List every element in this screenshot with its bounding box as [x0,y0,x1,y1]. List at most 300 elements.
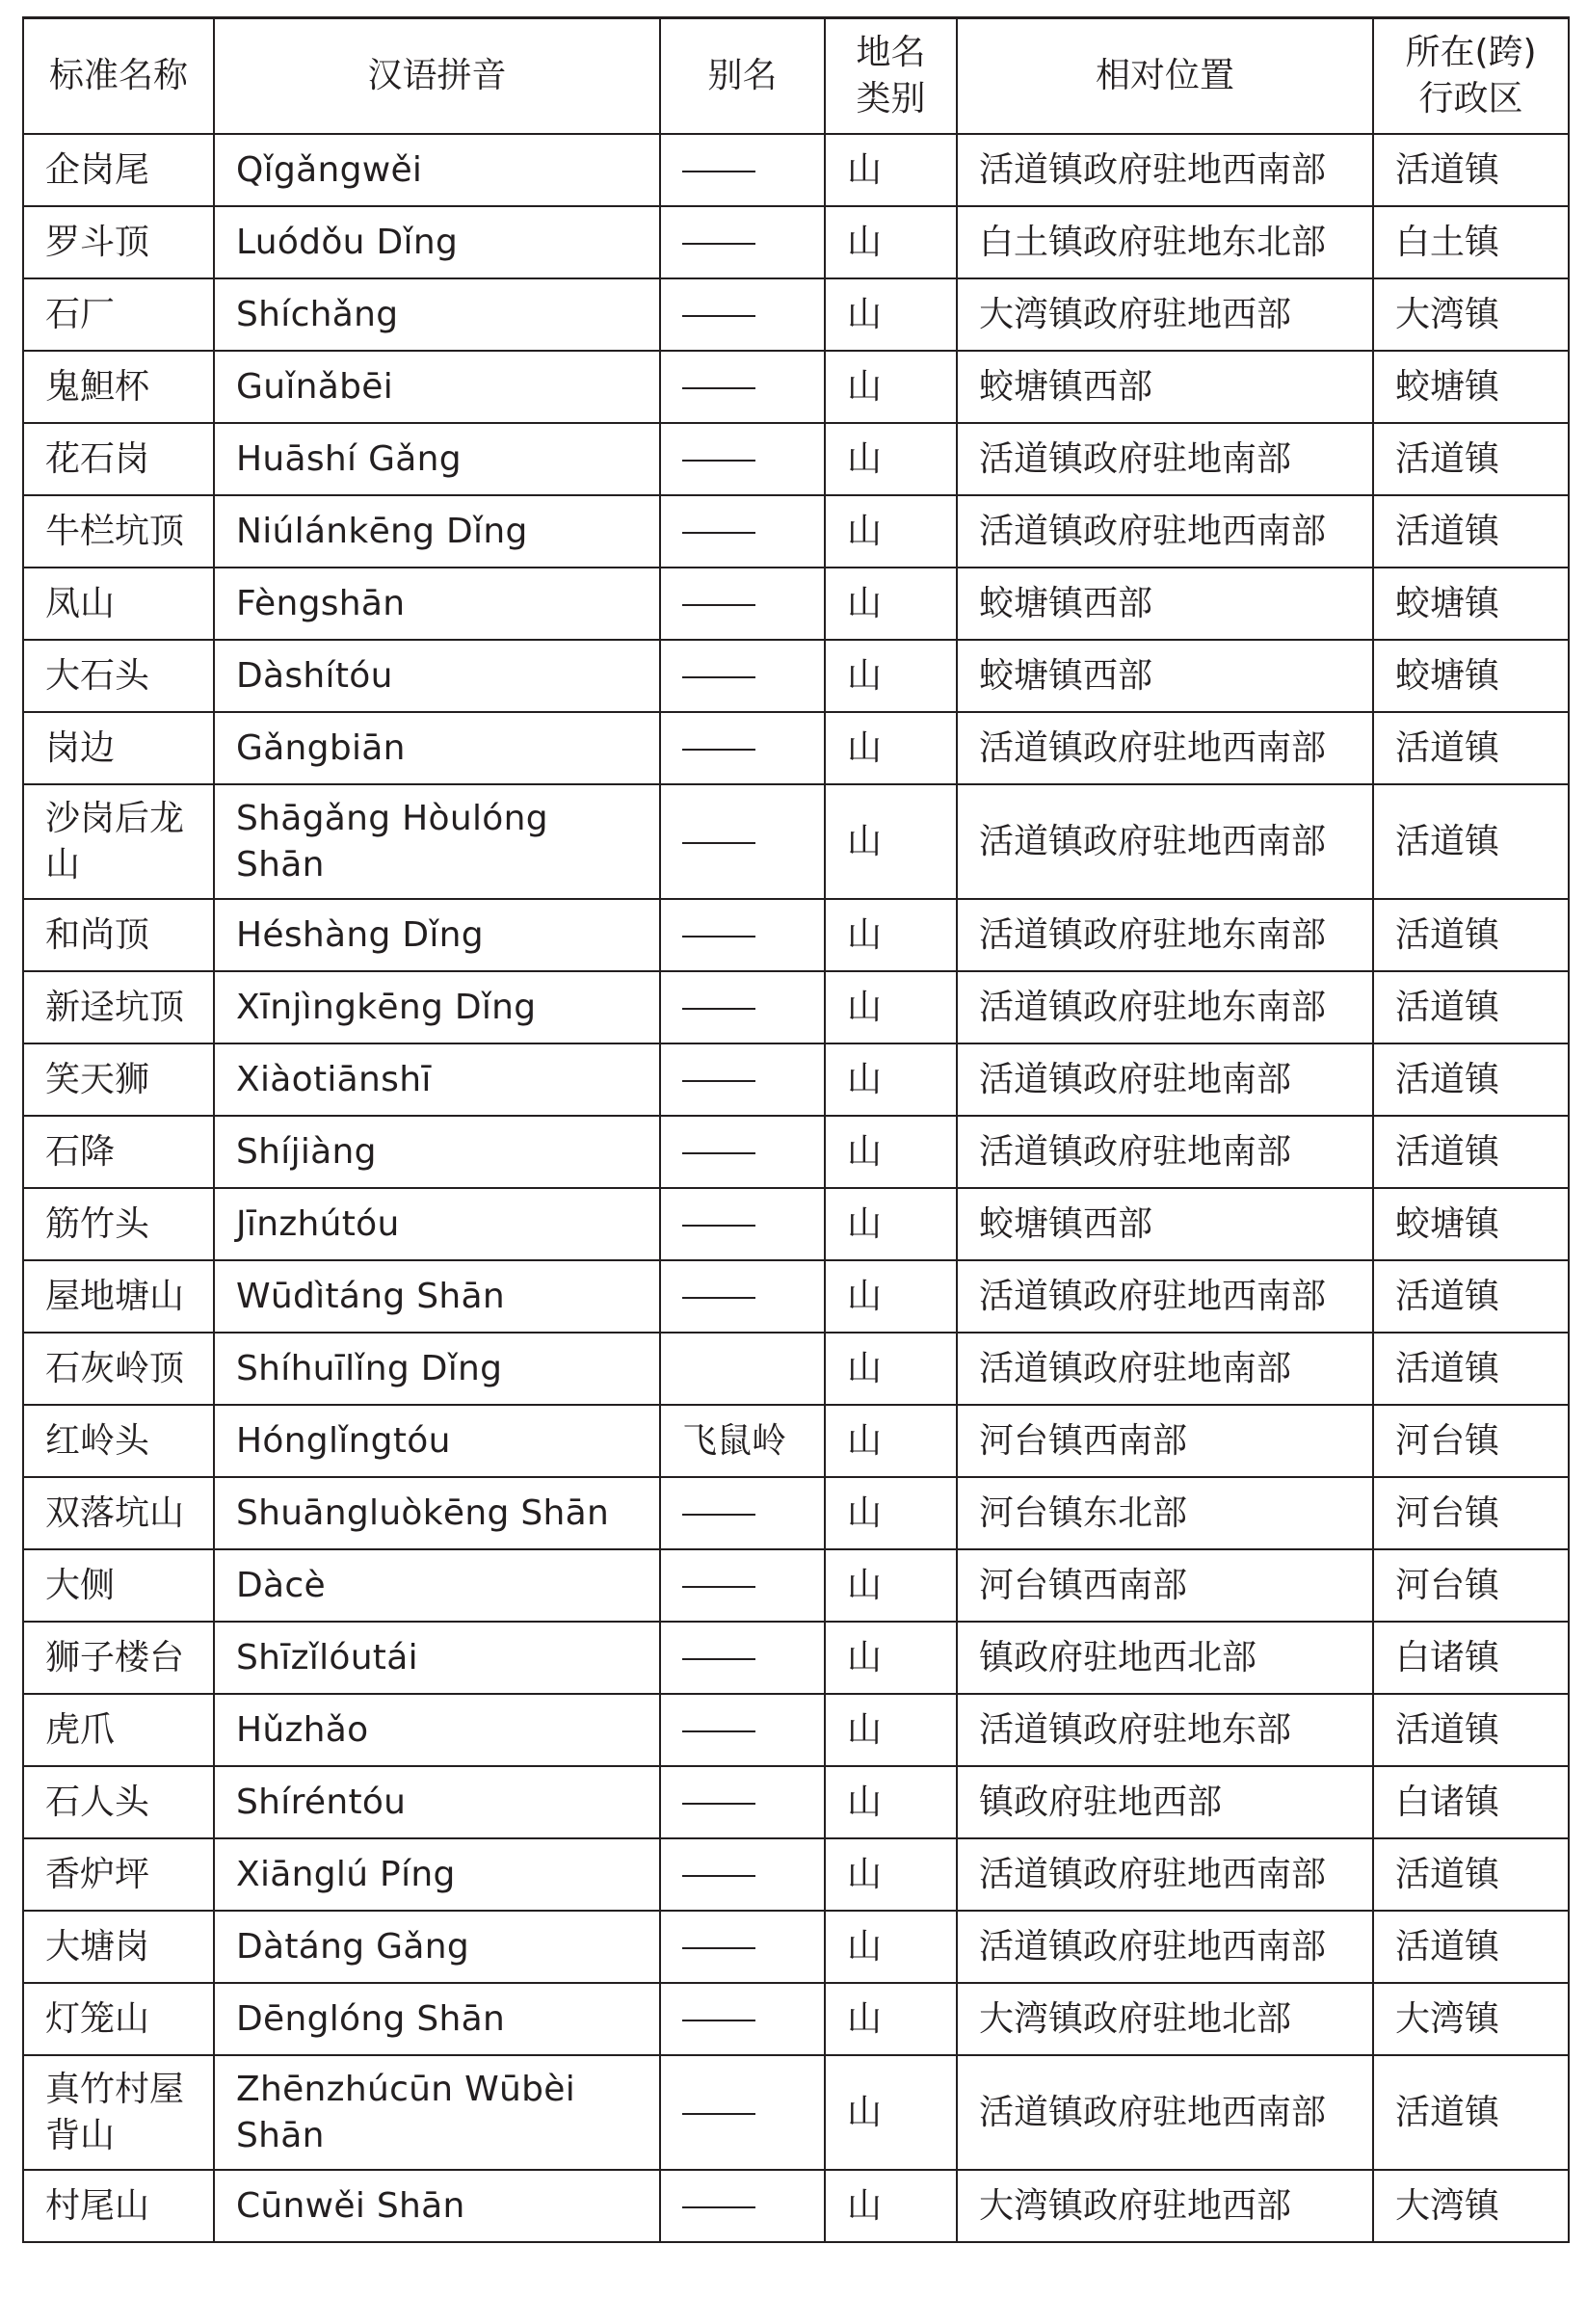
table-row [23,1911,1569,1983]
cell-pinyin [214,206,660,278]
cell-place-type-text: 山 [847,1492,883,1533]
cell-standard-name-text: 石降 [45,1131,116,1172]
cell-relative-location-text: 活道镇政府驻地西南部 [979,727,1327,768]
cell-standard-name [23,1549,214,1622]
cell-pinyin-text: Shuāngluòkēng Shān [236,1492,610,1533]
cell-pinyin-text: Dàtáng Gǎng [236,1926,469,1967]
cell-relative-location-text: 活道镇政府驻地西南部 [979,1276,1327,1316]
cell-relative-location-text: 河台镇东北部 [979,1492,1188,1533]
alias-none-dash [682,1730,755,1732]
cell-standard-name [23,568,214,640]
cell-district-text: 蛟塘镇 [1395,583,1500,623]
cell-relative-location-text: 活道镇政府驻地西南部 [979,821,1327,861]
cell-district-text: 活道镇 [1395,727,1500,768]
header-district-line1: 所在(跨) [1405,33,1537,72]
cell-district-text: 河台镇 [1395,1420,1500,1461]
cell-pinyin-text: Hónglǐngtóu [236,1420,451,1461]
cell-relative-location-text: 活道镇政府驻地西南部 [979,149,1327,190]
cell-standard-name [23,1477,214,1549]
cell-pinyin [214,568,660,640]
cell-pinyin-text: Xīnjìngkēng Dǐng [236,987,537,1027]
header-place-type-line1: 地名 [856,33,926,72]
cell-alias [660,1983,825,2055]
cell-place-type-text: 山 [847,914,883,955]
cell-district [1373,1838,1569,1911]
alias-none-dash [682,1152,755,1154]
cell-district-text: 活道镇 [1395,511,1500,551]
cell-standard-name-text: 筋竹头 [45,1203,150,1244]
cell-alias [660,1694,825,1766]
cell-pinyin [214,2170,660,2242]
cell-pinyin [214,1766,660,1838]
cell-standard-name [23,2055,214,2170]
cell-relative-location [957,1405,1373,1477]
cell-alias [660,971,825,1043]
alias-none-dash [682,460,755,462]
cell-alias [660,1477,825,1549]
cell-place-type-text: 山 [847,366,883,407]
cell-district [1373,1333,1569,1405]
cell-district-text: 活道镇 [1395,1276,1500,1316]
cell-place-type-text: 山 [847,294,883,334]
cell-standard-name-text: 鬼䱇杯 [45,366,150,407]
cell-pinyin [214,423,660,495]
cell-place-type [825,1333,957,1405]
cell-alias [660,1838,825,1911]
cell-relative-location [957,1694,1373,1766]
table-row [23,1188,1569,1260]
cell-standard-name [23,712,214,784]
table-row [23,1838,1569,1911]
cell-pinyin-text: Héshàng Dǐng [236,914,484,955]
cell-pinyin [214,1116,660,1188]
cell-pinyin [214,1043,660,1116]
cell-relative-location [957,351,1373,423]
cell-place-type-text: 山 [847,727,883,768]
table-row [23,1333,1569,1405]
cell-district-text: 活道镇 [1395,149,1500,190]
cell-relative-location-text: 镇政府驻地西北部 [979,1637,1257,1677]
cell-relative-location [957,278,1373,351]
cell-district-text: 大湾镇 [1395,1998,1500,2039]
cell-alias [660,423,825,495]
table-row [23,351,1569,423]
cell-standard-name-text: 企岗尾 [45,149,150,190]
cell-pinyin [214,2055,660,2170]
cell-relative-location-text: 活道镇政府驻地西南部 [979,511,1327,551]
cell-place-type [825,278,957,351]
cell-alias [660,134,825,206]
cell-district [1373,2170,1569,2242]
cell-place-type [825,495,957,568]
alias-none-dash [682,1803,755,1805]
cell-place-type-text: 山 [847,1782,883,1822]
cell-relative-location [957,1622,1373,1694]
cell-place-type [825,206,957,278]
cell-district [1373,1549,1569,1622]
cell-district [1373,1405,1569,1477]
cell-relative-location [957,134,1373,206]
cell-standard-name-text: 灯笼山 [45,1998,150,2039]
cell-place-type [825,1694,957,1766]
cell-district [1373,278,1569,351]
cell-pinyin-text: Fèngshān [236,583,406,623]
cell-district-text: 活道镇 [1395,1926,1500,1967]
cell-place-type [825,1983,957,2055]
alias-none-dash [682,315,755,317]
cell-standard-name-text: 真竹村屋背山 [45,2069,185,2155]
cell-place-type-text: 山 [847,1059,883,1099]
cell-district-text: 蛟塘镇 [1395,1203,1500,1244]
alias-none-dash [682,532,755,534]
cell-pinyin [214,134,660,206]
cell-alias [660,1260,825,1333]
cell-pinyin-text: Shíhuīlǐng Dǐng [236,1348,503,1388]
cell-district-text: 白土镇 [1395,222,1500,262]
cell-place-type [825,423,957,495]
cell-district [1373,1911,1569,1983]
table-row [23,640,1569,712]
header-place-type [825,18,957,135]
cell-relative-location-text: 蛟塘镇西部 [979,1203,1153,1244]
header-alias: 别名 [660,18,825,135]
cell-district [1373,971,1569,1043]
cell-alias [660,1549,825,1622]
cell-relative-location-text: 蛟塘镇西部 [979,655,1153,696]
cell-relative-location [957,1333,1373,1405]
cell-standard-name-text: 石人头 [45,1782,150,1822]
cell-place-type-text: 山 [847,149,883,190]
cell-pinyin [214,1983,660,2055]
cell-pinyin [214,1838,660,1911]
cell-standard-name [23,971,214,1043]
cell-district [1373,1983,1569,2055]
table-row [23,423,1569,495]
cell-alias [660,899,825,971]
cell-standard-name [23,1622,214,1694]
cell-relative-location [957,2170,1373,2242]
cell-standard-name-text: 岗边 [45,727,116,768]
cell-standard-name-text: 屋地塘山 [45,1276,185,1316]
header-district-line2: 行政区 [1418,79,1523,119]
cell-standard-name [23,1043,214,1116]
cell-standard-name-text: 罗斗顶 [45,222,150,262]
alias-none-dash [682,749,755,751]
cell-district-text: 活道镇 [1395,2092,1500,2132]
cell-place-type-text: 山 [847,2092,883,2132]
cell-standard-name [23,134,214,206]
cell-district-text: 白诸镇 [1395,1637,1500,1677]
header-place-type-line2: 类别 [856,79,926,119]
cell-place-type [825,971,957,1043]
cell-place-type [825,640,957,712]
cell-relative-location [957,423,1373,495]
cell-district-text: 活道镇 [1395,914,1500,955]
cell-pinyin-text: Wūdìtáng Shān [236,1276,505,1316]
cell-relative-location [957,1260,1373,1333]
cell-relative-location [957,1188,1373,1260]
cell-standard-name-text: 村尾山 [45,2185,150,2226]
cell-standard-name [23,1838,214,1911]
table-row [23,1477,1569,1549]
cell-standard-name [23,1694,214,1766]
cell-relative-location-text: 活道镇政府驻地西南部 [979,1926,1327,1967]
cell-district [1373,1766,1569,1838]
cell-alias [660,568,825,640]
cell-standard-name [23,1983,214,2055]
cell-place-type [825,1477,957,1549]
header-pinyin: 汉语拼音 [214,18,660,135]
cell-district-text: 白诸镇 [1395,1782,1500,1822]
cell-alias [660,278,825,351]
cell-standard-name [23,278,214,351]
cell-district [1373,1477,1569,1549]
table-row [23,2170,1569,2242]
cell-pinyin-text: Gǎngbiān [236,727,406,768]
cell-district [1373,1694,1569,1766]
cell-alias [660,495,825,568]
cell-alias [660,712,825,784]
cell-standard-name-text: 大石头 [45,655,150,696]
cell-district [1373,134,1569,206]
cell-place-type [825,568,957,640]
cell-standard-name [23,1116,214,1188]
cell-relative-location-text: 白土镇政府驻地东北部 [979,222,1327,262]
cell-standard-name [23,206,214,278]
cell-pinyin [214,1911,660,1983]
cell-pinyin-text: Xiānglú Píng [236,1854,456,1894]
cell-alias [660,1333,825,1405]
table-row [23,1043,1569,1116]
alias-none-dash [682,842,755,844]
cell-relative-location-text: 活道镇政府驻地南部 [979,1348,1292,1388]
cell-district [1373,899,1569,971]
cell-relative-location-text: 活道镇政府驻地西南部 [979,1854,1327,1894]
cell-pinyin-text: Huāshí Gǎng [236,438,462,479]
cell-district-text: 活道镇 [1395,1131,1500,1172]
header-relative-location: 相对位置 [957,18,1373,135]
table-body [23,134,1569,2242]
table-row [23,1694,1569,1766]
cell-standard-name-text: 沙岗后龙山 [45,798,185,885]
cell-standard-name [23,495,214,568]
cell-standard-name-text: 石厂 [45,294,116,334]
cell-district [1373,1116,1569,1188]
cell-relative-location-text: 蛟塘镇西部 [979,583,1153,623]
cell-standard-name [23,784,214,899]
cell-relative-location-text: 活道镇政府驻地南部 [979,1059,1292,1099]
cell-relative-location [957,784,1373,899]
cell-place-type-text: 山 [847,222,883,262]
alias-none-dash [682,1947,755,1949]
cell-relative-location-text: 河台镇西南部 [979,1565,1188,1605]
cell-place-type-text: 山 [847,583,883,623]
cell-standard-name-text: 石灰岭顶 [45,1348,185,1388]
cell-place-type [825,784,957,899]
alias-none-dash [682,243,755,245]
cell-relative-location [957,640,1373,712]
cell-place-type [825,1838,957,1911]
cell-standard-name-text: 红岭头 [45,1420,150,1461]
table-row [23,495,1569,568]
cell-place-type [825,2055,957,2170]
cell-alias [660,1043,825,1116]
header-district [1373,18,1569,135]
cell-district [1373,712,1569,784]
alias-none-dash [682,2020,755,2021]
alias-none-dash [682,2113,755,2115]
place-name-table [22,16,1570,2243]
cell-place-type [825,1549,957,1622]
cell-pinyin-text: Shīzǐlóutái [236,1637,418,1677]
table-row [23,1116,1569,1188]
cell-place-type-text: 山 [847,1565,883,1605]
cell-standard-name-text: 香炉坪 [45,1854,150,1894]
cell-pinyin [214,278,660,351]
cell-place-type [825,712,957,784]
cell-district [1373,1188,1569,1260]
cell-pinyin [214,1260,660,1333]
cell-place-type-text: 山 [847,1926,883,1967]
cell-district [1373,495,1569,568]
cell-place-type-text: 山 [847,1709,883,1750]
alias-none-dash [682,1225,755,1227]
cell-pinyin [214,1405,660,1477]
table-row [23,784,1569,899]
cell-district-text: 活道镇 [1395,987,1500,1027]
cell-standard-name [23,1333,214,1405]
cell-pinyin [214,784,660,899]
table-header-row [23,18,1569,135]
cell-standard-name-text: 牛栏坑顶 [45,511,185,551]
cell-standard-name-text: 双落坑山 [45,1492,185,1533]
cell-standard-name [23,1260,214,1333]
alias-none-dash [682,1008,755,1010]
cell-relative-location [957,1983,1373,2055]
cell-district-text: 活道镇 [1395,1709,1500,1750]
cell-alias [660,784,825,899]
cell-relative-location [957,206,1373,278]
cell-place-type-text: 山 [847,1203,883,1244]
cell-district [1373,784,1569,899]
cell-place-type-text: 山 [847,1276,883,1316]
cell-pinyin-text: Shāgǎng Hòulóng Shān [236,798,548,885]
cell-place-type-text: 山 [847,1131,883,1172]
cell-standard-name-text: 虎爪 [45,1709,116,1750]
alias-none-dash [682,1080,755,1082]
cell-standard-name [23,423,214,495]
cell-standard-name-text: 大塘岗 [45,1926,150,1967]
cell-relative-location-text: 大湾镇政府驻地北部 [979,1998,1292,2039]
table-row [23,134,1569,206]
cell-relative-location-text: 大湾镇政府驻地西部 [979,294,1292,334]
table-row [23,971,1569,1043]
cell-district [1373,568,1569,640]
cell-pinyin-text: Xiàotiānshī [236,1059,432,1099]
cell-place-type [825,2170,957,2242]
table-row [23,1766,1569,1838]
cell-relative-location [957,1477,1373,1549]
cell-district-text: 河台镇 [1395,1565,1500,1605]
alias-none-dash [682,2206,755,2208]
table-row [23,1260,1569,1333]
cell-pinyin-text: Qǐgǎngwěi [236,149,423,190]
cell-standard-name [23,899,214,971]
table-row [23,278,1569,351]
alias-none-dash [682,171,755,172]
cell-pinyin-text: Cūnwěi Shān [236,2185,465,2226]
table-row [23,206,1569,278]
cell-place-type-text: 山 [847,1420,883,1461]
cell-standard-name [23,351,214,423]
cell-place-type-text: 山 [847,1998,883,2039]
cell-alias [660,1622,825,1694]
cell-relative-location [957,495,1373,568]
cell-district [1373,1622,1569,1694]
cell-place-type-text: 山 [847,821,883,861]
cell-pinyin [214,1477,660,1549]
cell-place-type [825,1622,957,1694]
cell-place-type [825,1188,957,1260]
alias-none-dash [682,1514,755,1516]
cell-alias-text: 飞鼠岭 [682,1420,787,1461]
cell-alias [660,2170,825,2242]
cell-relative-location-text: 活道镇政府驻地南部 [979,1131,1292,1172]
cell-standard-name-text: 新迳坑顶 [45,987,185,1027]
cell-alias [660,1188,825,1260]
cell-pinyin-text: Dàshítóu [236,655,393,696]
cell-relative-location-text: 活道镇政府驻地东部 [979,1709,1292,1750]
cell-place-type-text: 山 [847,511,883,551]
alias-none-dash [682,387,755,389]
cell-relative-location [957,1043,1373,1116]
cell-pinyin-text: Hǔzhǎo [236,1709,369,1750]
cell-alias [660,1766,825,1838]
table-row [23,712,1569,784]
cell-standard-name-text: 狮子楼台 [45,1637,185,1677]
cell-district-text: 大湾镇 [1395,294,1500,334]
cell-place-type [825,1766,957,1838]
cell-relative-location [957,1911,1373,1983]
cell-place-type-text: 山 [847,987,883,1027]
cell-place-type-text: 山 [847,1637,883,1677]
cell-district [1373,1043,1569,1116]
cell-district-text: 活道镇 [1395,1854,1500,1894]
alias-none-dash [682,1586,755,1588]
cell-pinyin [214,1694,660,1766]
table-row [23,1405,1569,1477]
cell-pinyin-text: Shíchǎng [236,294,399,334]
cell-district-text: 活道镇 [1395,1059,1500,1099]
cell-pinyin [214,1333,660,1405]
cell-alias [660,206,825,278]
cell-place-type [825,1911,957,1983]
cell-standard-name [23,1911,214,1983]
cell-pinyin-text: Dēnglóng Shān [236,1998,506,2039]
cell-district [1373,351,1569,423]
cell-relative-location-text: 河台镇西南部 [979,1420,1188,1461]
alias-none-dash [682,936,755,938]
cell-relative-location [957,899,1373,971]
cell-pinyin-text: Niúlánkēng Dǐng [236,511,528,551]
cell-pinyin [214,495,660,568]
cell-relative-location [957,1549,1373,1622]
alias-none-dash [682,1297,755,1299]
cell-pinyin-text: Shíjiàng [236,1131,377,1172]
cell-pinyin [214,1549,660,1622]
cell-district-text: 蛟塘镇 [1395,366,1500,407]
cell-standard-name [23,2170,214,2242]
